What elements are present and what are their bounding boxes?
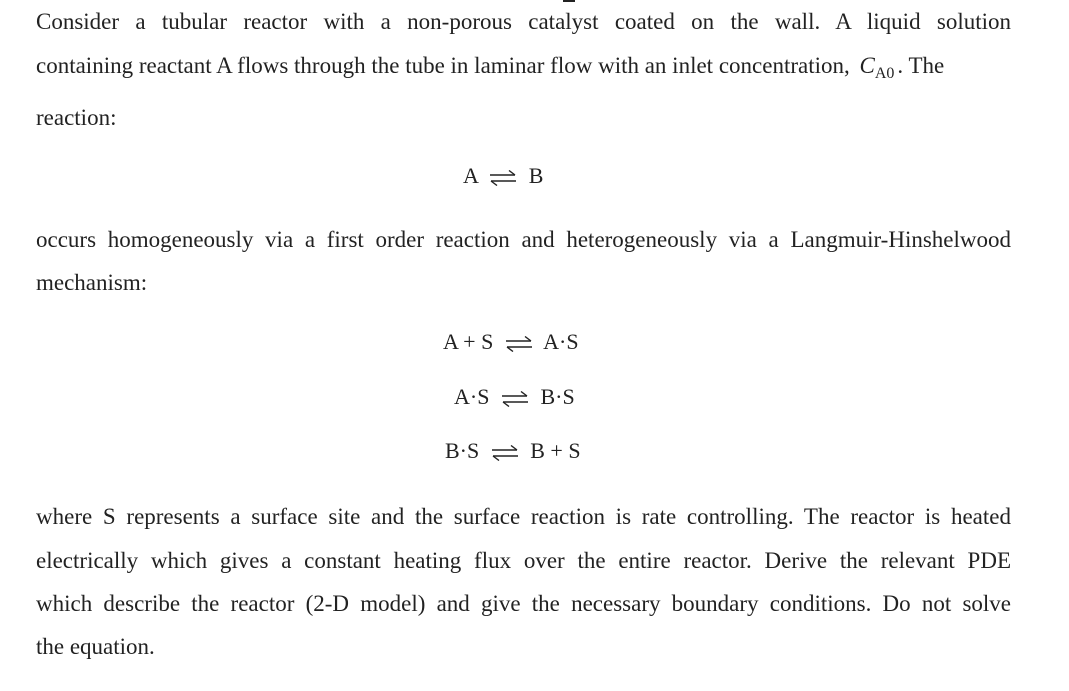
equation-main: [463, 162, 543, 190]
intro-line-2-suffix: . The: [897, 53, 945, 78]
inlet-concentration-subscript: A0: [874, 65, 895, 82]
task-line-4: the equation.: [36, 634, 155, 659]
page-top-mark: [563, 0, 575, 2]
equation-main-left: A: [463, 163, 478, 188]
equilibrium-arrows-icon: [505, 336, 533, 352]
mechanism-step-1-right: A·S: [543, 329, 579, 354]
mechanism-step-3-right: B + S: [530, 438, 581, 463]
intro-line-3: reaction:: [36, 105, 117, 130]
task-line-1: where S represents a surface site and the surface reaction is rate controlling. The reactor is heated: [36, 504, 1011, 529]
equation-main-right: B: [528, 163, 544, 188]
task-line-2: electrically which gives a constant heating flux over the entire reactor. Derive the relevant PDE: [36, 548, 1011, 573]
mechanism-step-1: [443, 328, 579, 356]
mechanism-step-3-left: B·S: [445, 438, 480, 463]
mechanism-step-2-right: B·S: [540, 384, 575, 409]
mechanism-step-1-left: A + S: [443, 329, 494, 354]
mechanism-step-2-left: A·S: [454, 384, 490, 409]
equilibrium-arrows-icon: [489, 170, 517, 186]
task-line-3: which describe the reactor (2-D model) and give the necessary boundary conditions. Do not solve: [36, 591, 1011, 616]
intro-line-2-text: containing reactant A flows through the tube in laminar flow with an inlet concentration,: [36, 53, 850, 78]
inlet-concentration-symbol: $C_{A0}$: [859, 53, 895, 82]
mechanism-intro-line-1: occurs homogeneously via a first order reaction and heterogeneously via a Langmuir-Hinshelwood: [36, 227, 1011, 252]
equilibrium-arrows-icon: [501, 391, 529, 407]
intro-line-1: Consider a tubular reactor with a non-porous catalyst coated on the wall. A liquid solution: [36, 9, 1011, 34]
mechanism-step-3: [445, 437, 581, 465]
intro-line-2: [36, 52, 1011, 88]
mechanism-step-2: [454, 383, 575, 411]
mechanism-intro-line-2: mechanism:: [36, 270, 148, 295]
equilibrium-arrows-icon: [491, 445, 519, 461]
